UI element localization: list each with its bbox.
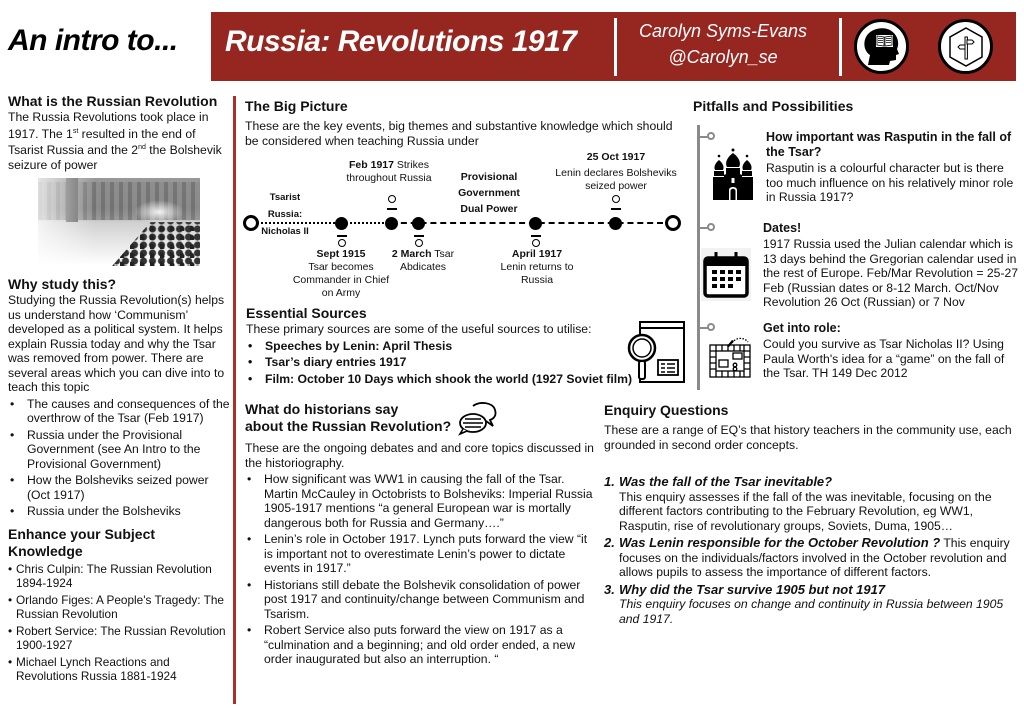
pitfalls-connector-dot — [707, 323, 715, 331]
pitfall-item-rasputin — [766, 130, 1016, 205]
header-divider — [614, 18, 617, 76]
header-divider — [839, 18, 842, 76]
big-picture-text: These are the key events, big themes and substantive knowledge which should be considered when teaching Russia under — [245, 119, 673, 148]
historians-list — [245, 472, 597, 667]
pitfall-text: Could you survive as Tsar Nicholas II? Using Paula Worth's idea for a “game” on the fall of the Tsar. TH 149 Dec 2012 — [763, 337, 1005, 380]
timeline-marker-bar — [337, 235, 347, 237]
author-block — [623, 18, 823, 70]
list-item: • The causes and consequences of the overthrow of the Tsar (Feb 1917) — [8, 397, 230, 426]
timeline-marker — [532, 239, 540, 247]
enhance-list — [8, 562, 230, 684]
timeline-label-march-1917: 2 March Tsar Abdicates — [391, 248, 455, 273]
list-item: • Film: October 10 Days which shook the world (1927 Soviet film) — [246, 372, 686, 387]
enhance-heading: Enhance your Subject Knowledge — [8, 525, 156, 559]
timeline-marker — [338, 239, 346, 247]
sources-list — [246, 339, 686, 387]
enquiry-section — [604, 402, 1022, 626]
timeline-marker — [612, 195, 620, 203]
list-item: • Chris Culpin: The Russian Revolution 1894-1924 — [8, 562, 230, 591]
pitfall-title: How important was Rasputin in the fall of the Tsar? — [766, 130, 1012, 159]
list-item: • Tsar’s diary entries 1917 — [246, 355, 686, 370]
timeline-node-sept-1915 — [335, 217, 348, 230]
pitfalls-connector-line — [697, 125, 700, 390]
page-title: Russia: Revolutions 1917 — [225, 25, 577, 58]
pitfall-title: Dates! — [763, 221, 802, 235]
sources-heading: Essential Sources — [246, 305, 367, 321]
pitfalls-connector-dot — [707, 223, 715, 231]
pitfalls-connector-dot — [707, 132, 715, 140]
pitfalls-heading: Pitfalls and Possibilities — [693, 98, 854, 114]
list-item: • Robert Service also puts forward the view on 1917 as a “culmination and a beginning; and old order ended, a new order inaugurated but also an interruption. “ — [245, 623, 597, 667]
pitfalls-section — [693, 98, 1013, 115]
timeline-node-oct-1917 — [609, 217, 622, 230]
timeline-dotted-segment — [343, 222, 391, 224]
column-divider — [233, 96, 236, 704]
enquiry-text: These are a range of EQ’s that history teachers in the community use, each grounded in second order concepts. — [604, 423, 1012, 452]
pitfall-text: 1917 Russia used the Julian calendar which is 13 days behind the Gregorian calendar used in the rest of Europe. Feb/Mar Revolution = 25-27 Feb (Russian dates or 8-12 March. Oct/Nov Revolution 26 Oct (Russian) or 7 Nov — [763, 237, 1019, 309]
timeline-dashed-segment — [391, 222, 663, 224]
timeline-marker-bar — [387, 208, 397, 210]
timeline-label-provisional: Provisional Government Dual Power — [458, 171, 520, 215]
list-item: • Michael Lynch Reactions and Revolutions Russia 1881-1924 — [8, 655, 230, 684]
big-picture-heading: The Big Picture — [245, 98, 348, 114]
enquiry-heading: Enquiry Questions — [604, 402, 729, 418]
cathedral-icon — [712, 148, 754, 200]
timeline-label-oct-1917: 25 Oct 1917 Lenin declares Bolsheviks seized power — [555, 151, 677, 192]
list-item: • Orlando Figes: A People's Tragedy: The Russian Revolution — [8, 593, 230, 622]
timeline-label-sept-1915: Sept 1915 Tsar becomes Commander in Chief on Army — [292, 248, 390, 299]
speech-bubbles-icon — [457, 402, 499, 436]
enquiry-description: This enquiry focuses on the individuals/factors involved in the October revolution and allows pupils to assess the importance of different factors. — [619, 536, 1010, 579]
historians-section — [245, 401, 597, 667]
list-item: • Historians still debate the Bolshevik consolidation of power post 1917 and continuity/change between Communism and Tsarism. — [245, 578, 597, 622]
timeline-marker — [388, 195, 396, 203]
pitfall-item-role — [763, 321, 1021, 381]
pitfall-title: Get into role: — [763, 321, 841, 335]
enquiry-number: 1. — [604, 474, 615, 489]
what-is-text: The Russia Revolutions took place in 1917. The 1st resulted in the end of Tsarist Russia and the 2nd the Bolshevik seizure of power — [8, 110, 222, 172]
timeline-label-tsarist: Tsarist Russia: Nicholas II — [261, 192, 309, 237]
essential-sources-section — [246, 305, 686, 386]
historians-text: These are the ongoing debates and and core topics discussed in the historiography. — [245, 441, 594, 470]
why-study-heading: Why study this? — [8, 276, 117, 293]
sources-text: These primary sources are some of the useful sources to utilise: — [246, 322, 592, 336]
enquiry-description: This enquiry assesses if the fall of the was inevitable, focusing on the different factors contributing to the February Revolution, eg WW1, Rasputin, rise of revolutionary groups, Soviets, Duma, 1905… — [619, 489, 992, 533]
list-item: • Russia under the Provisional Government (see An Intro to the Provisional Government) — [8, 428, 230, 472]
author-name: Carolyn Syms-Evans — [638, 21, 808, 41]
signpost-hexagon-icon — [938, 19, 993, 74]
calendar-icon — [701, 248, 751, 301]
left-column — [8, 93, 230, 684]
enquiry-question: Was Lenin responsible for the October Revolution ? — [619, 535, 941, 550]
enquiry-number: 3. — [604, 581, 615, 597]
timeline-marker — [415, 239, 423, 247]
timeline-marker-bar — [611, 208, 621, 210]
header-bar — [211, 12, 1016, 81]
author-handle: @Carolyn_se — [668, 47, 778, 67]
list-item: • Lenin’s role in October 1917. Lynch puts forward the view “it is important not to overestimate Lenin’s power to dictate events in 1917.” — [245, 532, 597, 576]
enquiry-number: 2. — [604, 535, 615, 550]
header-intro: An intro to... — [8, 24, 178, 57]
timeline — [243, 148, 683, 306]
enquiry-item-2 — [604, 536, 1022, 580]
big-picture-section — [245, 98, 685, 148]
enquiry-item-1 — [604, 475, 1022, 533]
timeline-node-april-1917 — [529, 217, 542, 230]
what-is-heading: What is the Russian Revolution — [8, 93, 218, 109]
timeline-node-feb-1917 — [385, 217, 398, 230]
why-study-text: Studying the Russia Revolution(s) helps us understand how ‘Communism’ developed as a political system. It helps explain Russia today and why the Tsar was removed from power. There are several areas which you can dive into to teach this topic — [8, 293, 225, 395]
enquiry-question: Why did the Tsar survive 1905 but not 1917 — [619, 581, 886, 597]
enquiry-item-3 — [604, 583, 1022, 627]
timeline-marker-bar — [414, 235, 424, 237]
why-study-list — [8, 397, 230, 519]
pitfall-item-dates — [763, 221, 1021, 310]
pitfall-text: Rasputin is a colourful character but is there too much influence on his relatively minor role in Russia 1917? — [766, 161, 1014, 204]
board-game-icon — [708, 337, 752, 379]
timeline-end-node — [665, 215, 681, 231]
revolution-photo — [38, 178, 200, 266]
enquiry-description: This enquiry focuses on change and continuity in Russia between 1905 and 1917. — [619, 597, 1004, 626]
list-item: • How significant was WW1 in causing the fall of the Tsar. Martin McCauley in Octobrists to Bolsheviks: Imperial Russia 1905-1917 mentions “a general European war is mortally dangerous both for Russia and Germany….” — [245, 472, 597, 530]
timeline-marker-bar — [531, 235, 541, 237]
enquiry-question: Was the fall of the Tsar inevitable? — [619, 474, 833, 489]
head-book-icon — [854, 19, 909, 74]
timeline-label-april-1917: April 1917 Lenin returns to Russia — [500, 248, 574, 286]
magnifier-document-icon — [626, 320, 686, 386]
timeline-node-march-1917 — [412, 217, 425, 230]
timeline-label-feb-1917: Feb 1917 Strikes throughout Russia — [346, 159, 432, 184]
list-item: • Robert Service: The Russian Revolution 1900-1927 — [8, 624, 230, 653]
historians-heading: What do historians say about the Russian Revolution? — [245, 401, 452, 434]
list-item: • Russia under the Bolsheviks — [8, 504, 230, 519]
list-item: • Speeches by Lenin: April Thesis — [246, 339, 686, 354]
list-item: • How the Bolsheviks seized power (Oct 1917) — [8, 473, 230, 502]
